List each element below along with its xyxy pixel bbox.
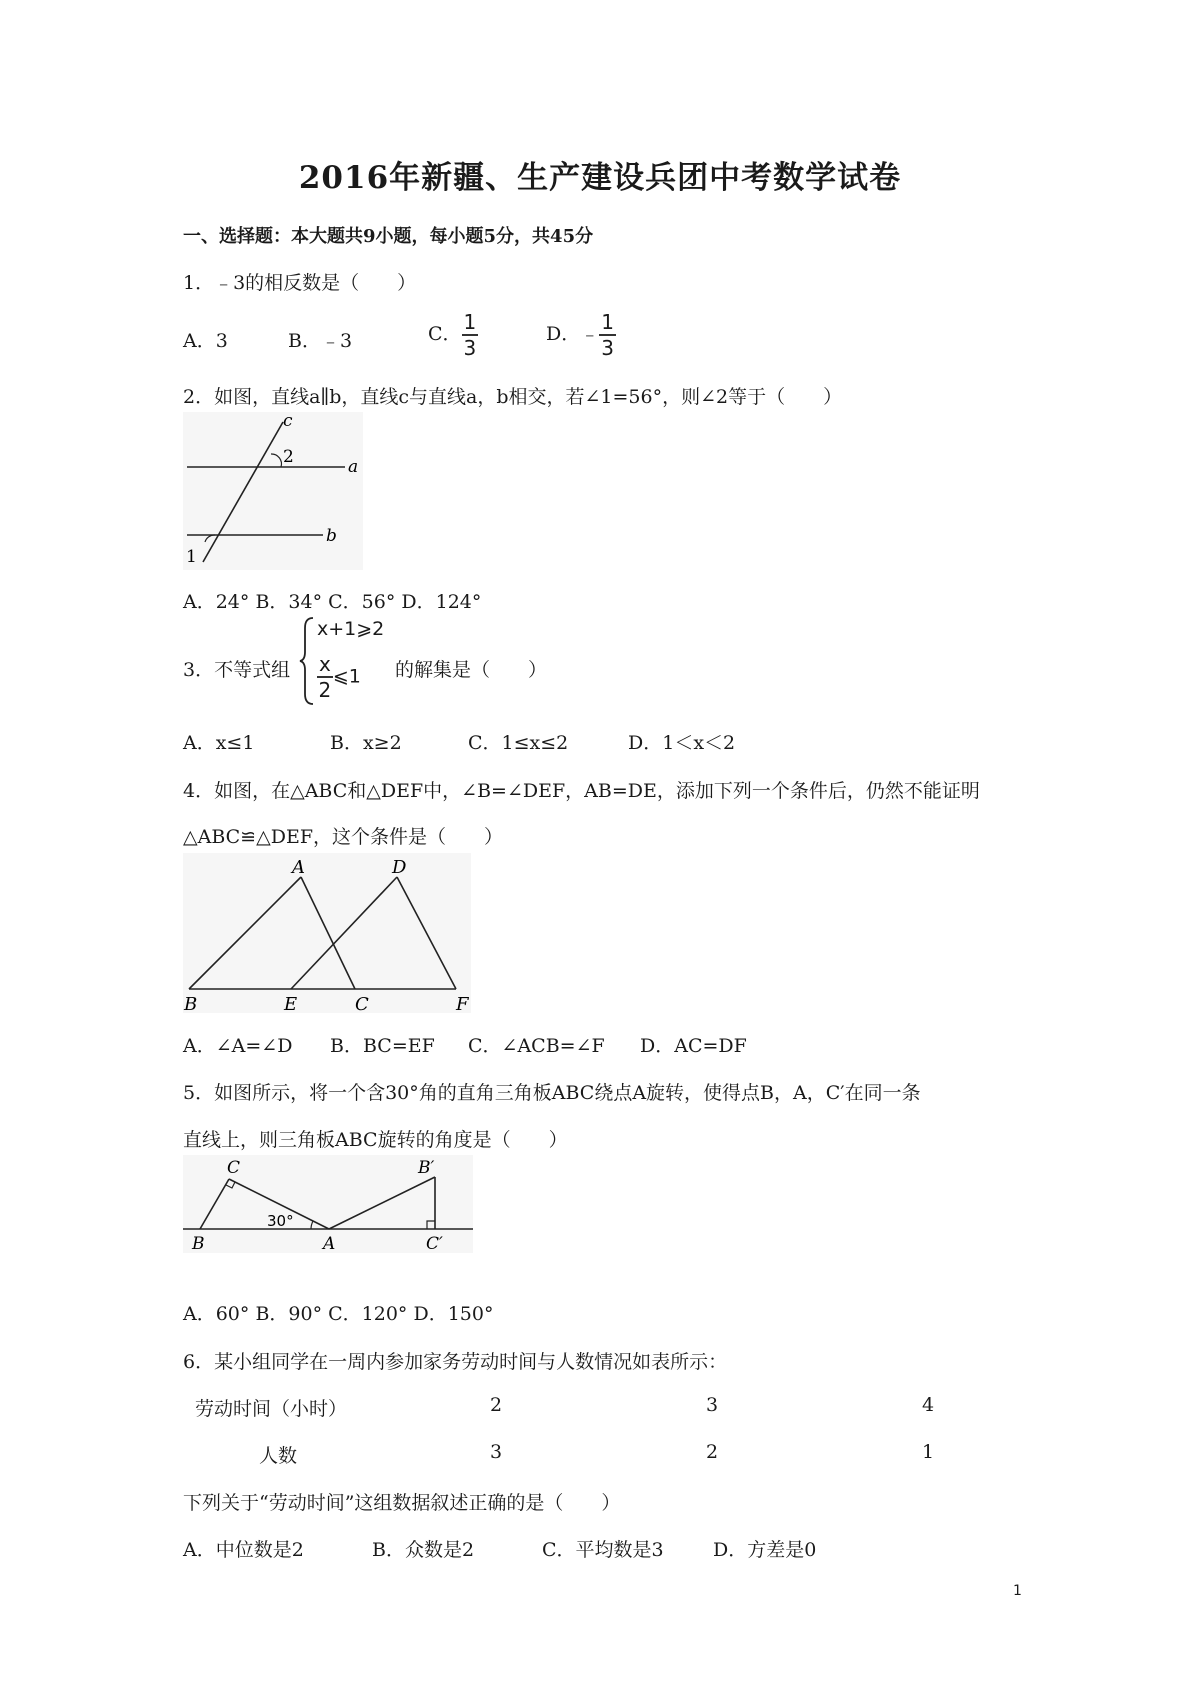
q4-option-d: D．AC=DF xyxy=(640,1035,747,1057)
label-30-degrees: 30° xyxy=(267,1212,294,1230)
two-triangles-diagram xyxy=(183,853,471,1013)
page-number: 1 xyxy=(1013,1583,1022,1599)
inequality-system xyxy=(299,616,385,706)
page-title: 2016年新疆、生产建设兵团中考数学试卷 xyxy=(298,160,902,196)
q6-option-b: B．众数是2 xyxy=(372,1539,475,1561)
q3-option-a: A．x≤1 xyxy=(183,732,255,754)
q4-option-c: C．∠ACB=∠F xyxy=(468,1035,605,1057)
question-5-stem-line-1: 5．如图所示，将一个含30°角的直角三角板ABC绕点A旋转，使得点B，A，C′在同一条 xyxy=(183,1082,921,1104)
q1-option-c-fraction xyxy=(462,312,479,358)
fraction-denominator: 3 xyxy=(463,336,477,360)
q5-figure xyxy=(183,1155,473,1253)
question-5-stem-line-2: 直线上，则三角板ABC旋转的角度是（ ） xyxy=(183,1129,568,1151)
question-6-question: 下列关于“劳动时间”这组数据叙述正确的是（ ） xyxy=(183,1492,621,1514)
q1-option-d-label: D．﹣ xyxy=(546,323,600,345)
q6-option-a: A．中位数是2 xyxy=(183,1539,304,1561)
fraction-numerator: x xyxy=(319,652,331,676)
question-1-stem: 1．﹣3的相反数是（ ） xyxy=(183,272,417,294)
label-B: B xyxy=(192,1234,205,1253)
q6-option-d: D．方差是0 xyxy=(713,1539,817,1561)
fraction-denominator: 2 xyxy=(318,678,332,702)
label-angle-1: 1 xyxy=(186,547,197,567)
inequality-row-2-fraction xyxy=(317,654,333,700)
label-E: E xyxy=(284,994,298,1013)
table-cell: 4 xyxy=(922,1394,935,1416)
label-angle-2: 2 xyxy=(283,447,294,467)
section-heading: 一、选择题：本大题共9小题，每小题5分，共45分 xyxy=(183,226,594,247)
fraction-numerator: 1 xyxy=(601,310,614,334)
label-B: B xyxy=(184,994,198,1013)
label-A: A xyxy=(323,1234,336,1253)
table-cell: 1 xyxy=(922,1441,935,1463)
table-row-1-header: 劳动时间（小时） xyxy=(195,1398,348,1420)
q3-prefix: 3．不等式组 xyxy=(183,659,291,681)
q1-option-a: A．3 xyxy=(183,330,228,352)
table-cell: 3 xyxy=(706,1394,719,1416)
table-cell: 3 xyxy=(490,1441,503,1463)
fraction-denominator: 3 xyxy=(601,336,614,360)
q1-option-c-label: C． xyxy=(428,323,462,345)
q4-option-a: A．∠A=∠D xyxy=(183,1035,293,1057)
inequality-row-2-relation: ⩽1 xyxy=(332,665,361,688)
q4-figure xyxy=(183,853,471,1013)
left-brace-icon xyxy=(299,616,315,706)
label-D: D xyxy=(392,857,407,878)
inequality-row-1: x+1⩾2 xyxy=(317,618,385,640)
q1-option-d xyxy=(546,312,616,358)
q2-options: A．24° B．34° C．56° D．124° xyxy=(183,591,482,613)
label-C: C xyxy=(227,1158,241,1178)
question-2-stem: 2．如图，直线a∥b，直线c与直线a，b相交，若∠1=56°，则∠2等于（ ） xyxy=(183,386,843,408)
label-c: c xyxy=(283,412,293,431)
table-cell: 2 xyxy=(490,1394,503,1416)
parallel-lines-diagram xyxy=(183,412,363,570)
fraction-numerator: 1 xyxy=(463,310,477,334)
q2-figure xyxy=(183,412,363,570)
rotated-triangle-diagram xyxy=(183,1155,473,1253)
table-row-2-header: 人数 xyxy=(259,1445,298,1467)
q3-option-b: B．x≥2 xyxy=(330,732,402,754)
q1-option-d-fraction xyxy=(599,312,616,358)
inequality-row-2 xyxy=(317,654,361,700)
q5-options: A．60° B．90° C．120° D．150° xyxy=(183,1303,494,1325)
figure-background xyxy=(183,412,363,570)
q6-option-c: C．平均数是3 xyxy=(542,1539,664,1561)
q1-option-b: B．﹣3 xyxy=(288,330,353,352)
label-C: C xyxy=(355,994,369,1013)
label-F: F xyxy=(456,994,469,1013)
q3-option-d: D．1＜x＜2 xyxy=(628,732,736,754)
q1-option-c xyxy=(428,312,478,358)
q3-suffix: 的解集是（ ） xyxy=(395,659,548,681)
label-C-prime: C′ xyxy=(426,1234,443,1253)
q4-option-b: B．BC=EF xyxy=(330,1035,435,1057)
question-4-stem-line-1: 4．如图，在△ABC和△DEF中，∠B=∠DEF，AB=DE，添加下列一个条件后，仍然不能证明 xyxy=(183,780,980,802)
label-A: A xyxy=(292,857,305,878)
label-b: b xyxy=(326,526,337,546)
label-a: a xyxy=(348,457,359,477)
q3-option-c: C．1≤x≤2 xyxy=(468,732,569,754)
table-cell: 2 xyxy=(706,1441,719,1463)
question-6-stem: 6．某小组同学在一周内参加家务劳动时间与人数情况如表所示： xyxy=(183,1351,728,1373)
question-4-stem-line-2: △ABC≌△DEF，这个条件是（ ） xyxy=(183,826,504,848)
label-B-prime: B′ xyxy=(418,1158,435,1178)
